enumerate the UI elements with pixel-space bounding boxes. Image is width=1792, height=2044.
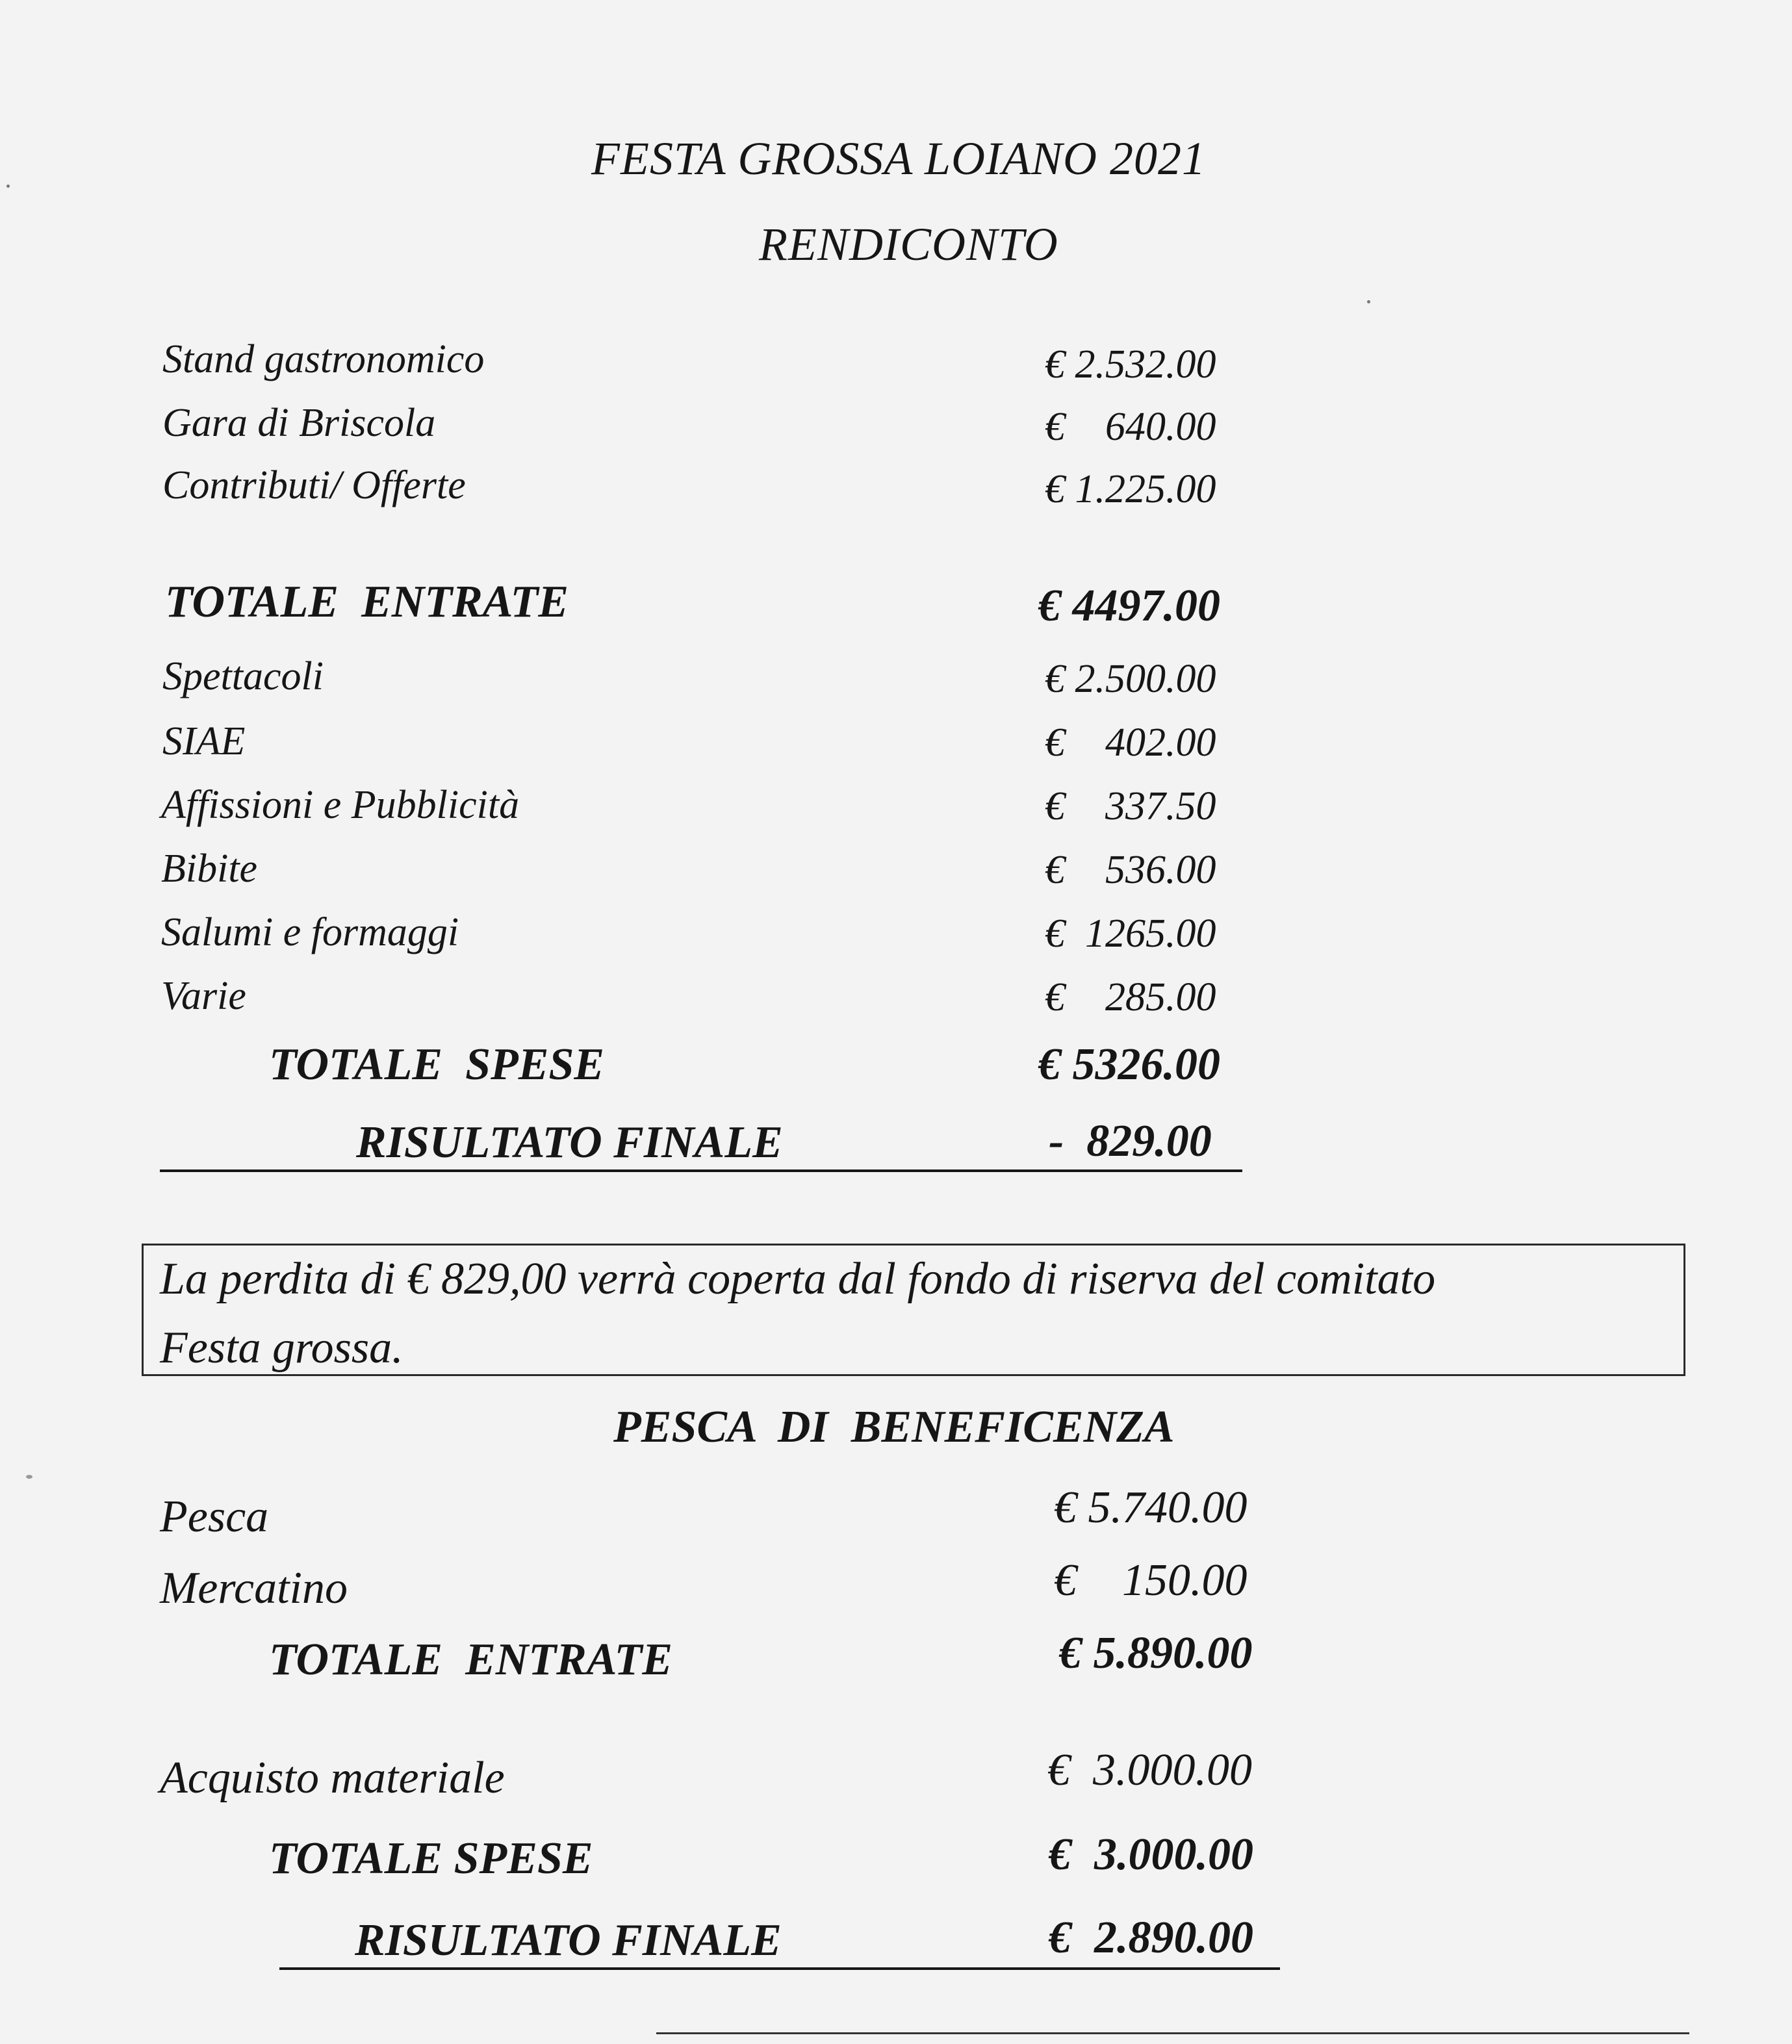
festa-spesa-amount-6: € 285.00 xyxy=(1045,975,1216,1019)
festa-spesa-label-3: Affissioni e Pubblicità xyxy=(161,783,520,827)
pesca-entrata-amount-2: € 150.00 xyxy=(1054,1555,1248,1605)
next-box-top-edge xyxy=(656,2032,1689,2034)
festa-entrata-label-2: Gara di Briscola xyxy=(162,401,436,445)
pesca-risultato-amount: € 2.890.00 xyxy=(1049,1913,1253,1963)
festa-spesa-amount-4: € 536.00 xyxy=(1045,848,1216,892)
pesca-heading: PESCA DI BENEFICENZA xyxy=(613,1402,1175,1452)
festa-spesa-amount-3: € 337.50 xyxy=(1045,784,1216,828)
festa-entrata-label-1: Stand gastronomico xyxy=(162,337,485,381)
festa-totale-spese-amount: € 5326.00 xyxy=(1038,1040,1220,1090)
scan-speck xyxy=(6,185,10,188)
festa-entrata-amount-1: € 2.532.00 xyxy=(1045,342,1216,387)
pesca-entrata-amount-1: € 5.740.00 xyxy=(1054,1483,1248,1533)
pesca-spesa-amount-1: € 3.000.00 xyxy=(1047,1745,1252,1795)
pesca-entrata-label-1: Pesca xyxy=(160,1492,269,1542)
pesca-totale-entrate-amount: € 5.890.00 xyxy=(1059,1628,1253,1678)
festa-spesa-label-1: Spettacoli xyxy=(162,654,324,698)
festa-spesa-label-2: SIAE xyxy=(162,719,246,763)
festa-totale-spese-label: TOTALE SPESE xyxy=(269,1040,605,1090)
festa-spesa-amount-5: € 1265.00 xyxy=(1045,912,1216,956)
scan-speck xyxy=(1367,300,1370,303)
festa-risultato-label: RISULTATO FINALE xyxy=(356,1118,783,1168)
pesca-totale-spese-amount: € 3.000.00 xyxy=(1049,1830,1253,1880)
pesca-risultato-underline xyxy=(279,1967,1280,1970)
pesca-spesa-label-1: Acquisto materiale xyxy=(160,1753,505,1803)
scan-speck xyxy=(26,1475,32,1479)
pesca-totale-entrate-label: TOTALE ENTRATE xyxy=(269,1635,673,1685)
festa-spesa-label-6: Varie xyxy=(161,974,246,1018)
pesca-entrata-label-2: Mercatino xyxy=(160,1563,348,1613)
festa-spesa-label-4: Bibite xyxy=(161,847,258,891)
note-line-2: Festa grossa. xyxy=(160,1323,403,1373)
festa-entrata-amount-3: € 1.225.00 xyxy=(1045,467,1216,511)
document-subtitle: RENDICONTO xyxy=(759,218,1058,270)
pesca-totale-spese-label: TOTALE SPESE xyxy=(269,1833,593,1884)
festa-risultato-amount: - 829.00 xyxy=(1049,1116,1212,1166)
festa-spesa-label-5: Salumi e formaggi xyxy=(161,910,459,954)
festa-spesa-amount-1: € 2.500.00 xyxy=(1045,657,1216,701)
document-title: FESTA GROSSA LOIANO 2021 xyxy=(591,133,1207,185)
festa-spesa-amount-2: € 402.00 xyxy=(1045,721,1216,765)
festa-entrata-amount-2: € 640.00 xyxy=(1045,405,1216,449)
festa-risultato-underline xyxy=(160,1169,1242,1172)
festa-totale-entrate-amount: € 4497.00 xyxy=(1038,581,1220,631)
festa-entrata-label-3: Contributi/ Offerte xyxy=(162,463,466,507)
note-line-1: La perdita di € 829,00 verrà coperta dal fondo di riserva del comitato xyxy=(160,1254,1436,1304)
pesca-risultato-label: RISULTATO FINALE xyxy=(355,1915,782,1965)
festa-totale-entrate-label: TOTALE ENTRATE xyxy=(165,577,569,627)
